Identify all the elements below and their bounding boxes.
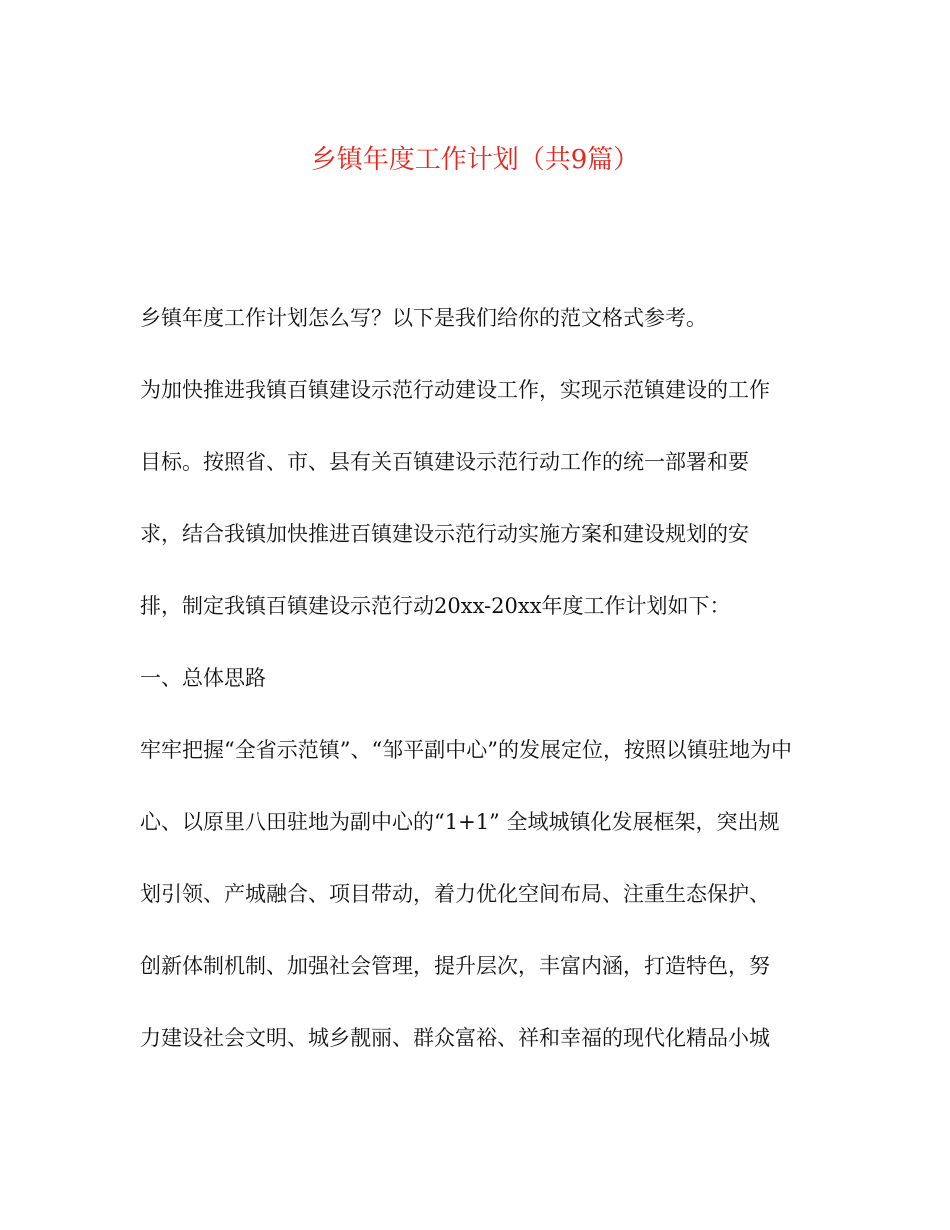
document-title: 乡镇年度工作计划（共9篇） [310, 145, 640, 175]
paragraph-line: 求，结合我镇加快推进百镇建设示范行动实施方案和建设规划的安 [140, 522, 749, 546]
paragraph-line: 力建设社会文明、城乡靓丽、群众富裕、祥和幸福的现代化精品小城 [140, 1026, 770, 1050]
section-heading: 一、总体思路 [140, 666, 266, 690]
paragraph-line: 为加快推进我镇百镇建设示范行动建设工作，实现示范镇建设的工作 [140, 378, 770, 402]
paragraph-line: 创新体制机制、加强社会管理，提升层次，丰富内涵，打造特色，努 [140, 954, 770, 978]
paragraph-line: 划引领、产城融合、项目带动，着力优化空间布局、注重生态保护、 [140, 882, 770, 906]
document-body [140, 296, 830, 1088]
paragraph-line: 目标。按照省、市、县有关百镇建设示范行动工作的统一部署和要 [140, 450, 749, 474]
paragraph-line: 心、以原里八田驻地为副中心的“1+1” 全域城镇化发展框架，突出规 [140, 810, 780, 834]
paragraph-line: 乡镇年度工作计划怎么写？以下是我们给你的范文格式参考。 [140, 306, 707, 330]
paragraph-line: 牢牢把握“全省示范镇”、“邹平副中心”的发展定位，按照以镇驻地为中 [140, 738, 792, 762]
paragraph-line: 排，制定我镇百镇建设示范行动20xx-20xx年度工作计划如下： [140, 594, 731, 618]
